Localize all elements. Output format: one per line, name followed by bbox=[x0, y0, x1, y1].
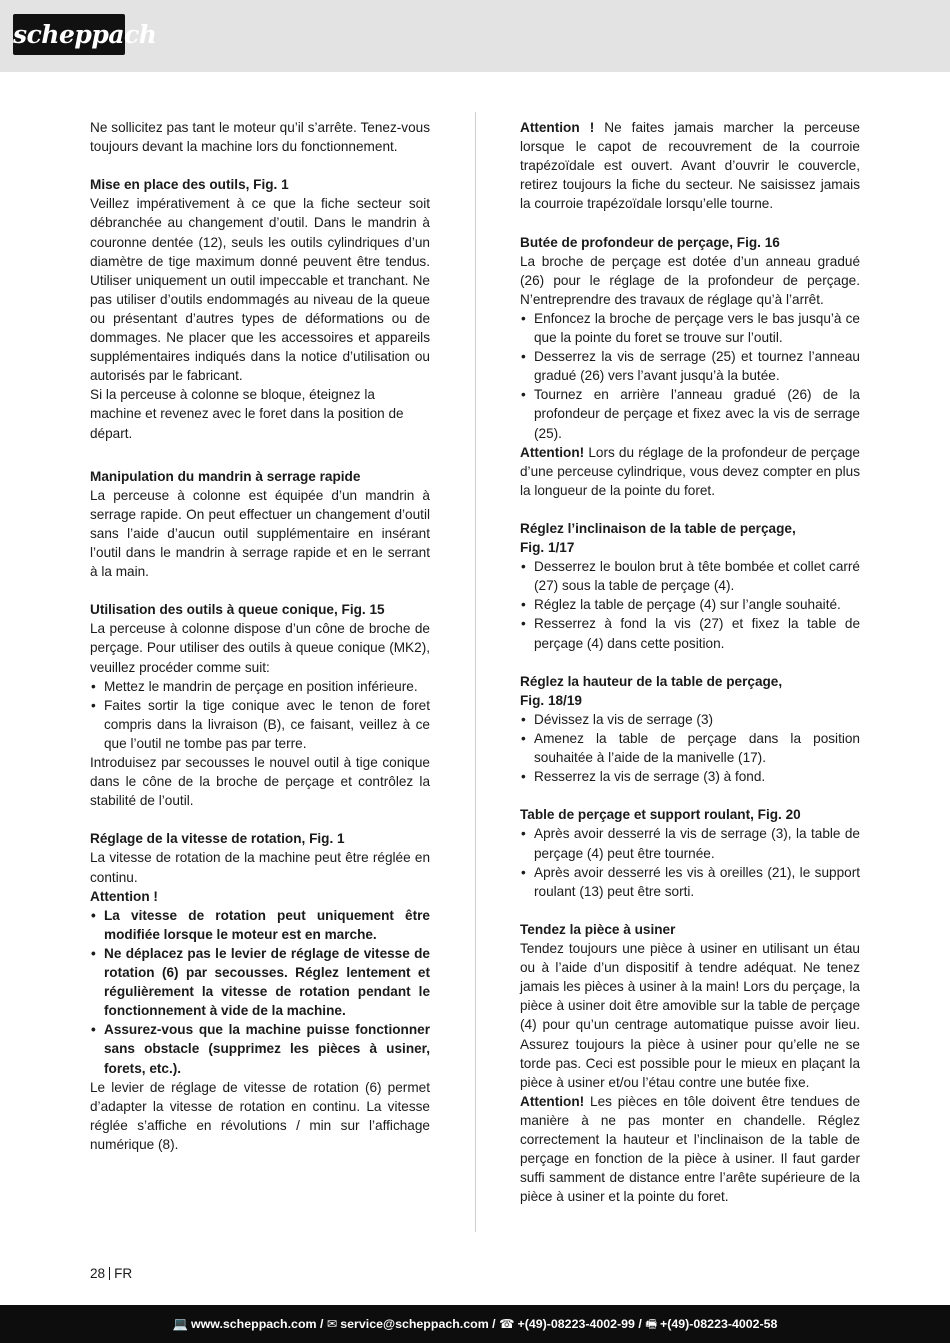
footer-website-link[interactable]: www.scheppach.com / bbox=[190, 1317, 324, 1331]
list-item: • Ne déplacez pas le levier de réglage de vitesse de rotation (6) par secousses. Réglez lentement et régulièrement la vitesse de rotation pendant le fonctionnement à vide de la machine. bbox=[90, 944, 430, 1020]
paragraph: La perceuse à colonne est équipée d’un mandrin à serrage rapide. On peut effectuer un changement d’outil sans l’aide d’aucun outil supplémentaire en insérant l’outil dans le mandrin à serrage rapide et en le serrant à la main. bbox=[90, 487, 430, 580]
attention-paragraph bbox=[520, 1092, 860, 1207]
left-column bbox=[90, 118, 430, 1154]
paragraph: La broche de perçage est dotée d’un anneau gradué (26) pour le réglage de la profondeur de perçage. N’entreprendre des travaux de réglage qu’à l’arrêt. bbox=[520, 253, 860, 307]
paragraph: Si la perceuse à colonne se bloque, éteignez la machine et revenez avec le foret dans la position de départ. bbox=[90, 387, 404, 441]
list-item: • Après avoir desserré les vis à oreilles (21), le support roulant (13) peut être sorti. bbox=[520, 863, 860, 901]
paragraph-text: Les pièces en tôle doivent être tendues de manière à ne pas monter en chandelle. Réglez correctement la hauteur et l’inclinaison de la table de perçage en fonction de la pièce à usiner. Il faut garder suffi samment de distance entre l’arête supérieure de la pièce à usiner et la pointe du foret. bbox=[520, 1093, 860, 1205]
section-heading: Manipulation du mandrin à serrage rapide bbox=[90, 468, 361, 484]
phone-icon: ☎ bbox=[499, 1317, 515, 1331]
bullet-list bbox=[90, 906, 430, 1078]
list-item: • Réglez la table de perçage (4) sur l’angle souhaité. bbox=[520, 595, 860, 614]
list-item: • Faites sortir la tige conique avec le tenon de foret compris dans la livraison (B), ce faisant, veillez à ce que l’outil ne tombe pas par terre. bbox=[90, 696, 430, 753]
section-heading-figure: Fig. 18/19 bbox=[520, 692, 582, 708]
mail-icon: ✉ bbox=[326, 1317, 338, 1331]
attention-label: Attention ! bbox=[520, 120, 595, 135]
paragraph: Veillez impérativement à ce que la fiche secteur soit débranchée au changement d’outil. Dans le mandrin à couronne dentée (12), seuls les outils cylindriques d’un diamètre de tige maximum donné peuvent être tendus. Utiliser uniquement un outil impeccable et tranchant. Ne pas utiliser d’outils endommagés au niveau de la queue ou présentant d’autres types de déformations ou de dommages. Ne placer que les accessoires et appareils supplémentaires indiqués dans la notice d’utilisation ou autorisés par le fabricant. bbox=[90, 196, 430, 384]
section-heading: Réglez la hauteur de la table de perçage, bbox=[520, 673, 783, 689]
scheppach-logo: scheppach bbox=[13, 14, 125, 55]
paragraph: La vitesse de rotation de la machine peut être réglée en continu. bbox=[90, 850, 430, 885]
list-item: • Après avoir desserré la vis de serrage (3), la table de perçage (4) peut être tournée. bbox=[520, 824, 860, 862]
list-item: • Resserrez la vis de serrage (3) à fond. bbox=[520, 767, 860, 786]
bullet-list bbox=[520, 824, 860, 900]
list-item: • Mettez le mandrin de perçage en position inférieure. bbox=[90, 677, 430, 696]
page-number-separator bbox=[109, 1267, 110, 1280]
page-number bbox=[90, 1266, 132, 1281]
paragraph: Le levier de réglage de vitesse de rotation (6) permet d’adapter la vitesse de rotation en continu. La vitesse réglée s’affiche en révolutions / min sur l’affichage numérique (8). bbox=[90, 1079, 430, 1152]
page-language: FR bbox=[114, 1266, 133, 1281]
bullet-list bbox=[520, 710, 860, 786]
paragraph: Tendez toujours une pièce à usiner en utilisant un étau ou à l’aide d’un dispositif à tendre adéquat. Ne tenez jamais les pièces à usiner à la main! Lors du perçage, la pièce à usiner doit être amovible sur la table de perçage (4) pour qu’un centrage automatique puisse avoir lieu. Assurez toujours la pièce à usiner pour qu’elle ne se torde pas. Ceci est possible pour le mieux en plaçant la pièce à usiner et/ou l’étau contre une butée fixe. bbox=[520, 941, 860, 1090]
list-item: • Desserrez le boulon brut à tête bombée et collet carré (27) sous la table de perçage (4). bbox=[520, 557, 860, 595]
right-column bbox=[520, 118, 860, 1206]
list-item: • Desserrez la vis de serrage (25) et tournez l’anneau gradué (26) vers l’avant jusqu’à la butée. bbox=[520, 347, 860, 385]
section-heading: Réglage de la vitesse de rotation, Fig. 1 bbox=[90, 831, 345, 847]
list-item: • Amenez la table de perçage dans la position souhaitée à l’aide de la manivelle (17). bbox=[520, 729, 860, 767]
attention-label: Attention! bbox=[520, 1093, 585, 1109]
section-heading-figure: Fig. 1/17 bbox=[520, 540, 575, 556]
paragraph: La perceuse à colonne dispose d’un cône de broche de perçage. Pour utiliser des outils à queue conique (MK2), veuillez procéder comme suit: bbox=[90, 621, 430, 675]
attention-paragraph bbox=[520, 443, 860, 500]
footer-email-link[interactable]: service@scheppach.com / bbox=[340, 1317, 496, 1331]
computer-icon: 💻 bbox=[172, 1317, 188, 1331]
list-item: • Resserrez à fond la vis (27) et fixez la table de perçage (4) dans cette position. bbox=[520, 614, 860, 652]
section-heading: Table de perçage et support roulant, Fig. 20 bbox=[520, 807, 801, 823]
list-item: • Dévissez la vis de serrage (3) bbox=[520, 710, 860, 729]
section-heading: Tendez la pièce à usiner bbox=[520, 921, 676, 937]
paragraph-text: Lors du réglage de la profondeur de perçage d’une perceuse cylindrique, vous devez compter en plus la longueur de la pointe du foret. bbox=[520, 444, 860, 498]
section-heading: Utilisation des outils à queue conique, Fig. 15 bbox=[90, 602, 385, 618]
list-item: • Tournez en arrière l’anneau gradué (26) de la profondeur de perçage et fixez avec la vis de serrage (25). bbox=[520, 385, 860, 442]
intro-paragraph bbox=[520, 118, 860, 213]
bullet-list bbox=[520, 309, 860, 443]
paragraph: Introduisez par secousses le nouvel outil à tige conique dans le cône de la broche de perçage et contrôlez la stabilité de l’outil. bbox=[90, 755, 430, 809]
bullet-list bbox=[90, 677, 430, 753]
header-band bbox=[0, 0, 950, 72]
intro-paragraph: Ne sollicitez pas tant le moteur qu’il s’arrête. Tenez-vous toujours devant la machine lors du fonctionnement. bbox=[90, 120, 430, 155]
footer-fax: +(49)-08223-4002-58 bbox=[660, 1317, 778, 1331]
bullet-list bbox=[520, 557, 860, 652]
column-divider bbox=[475, 112, 476, 1232]
footer-contact bbox=[0, 1315, 950, 1336]
section-heading: Réglez l’inclinaison de la table de perçage, bbox=[520, 520, 796, 536]
fax-icon: 🖷 bbox=[645, 1317, 657, 1331]
attention-label: Attention! bbox=[520, 444, 585, 460]
paragraph-text: Ne faites jamais marcher la perceuse lorsque le capot de recouvrement de la courroie trapézoïdale est ouvert. Avant d’ouvrir le couvercle, retirez toujours la fiche du secteur. Ne saisissez jamais la courroie trapézoïdale lorsqu’elle tourne. bbox=[520, 120, 860, 212]
list-item: • Enfoncez la broche de perçage vers le bas jusqu’à ce que la pointe du foret se trouve sur l’outil. bbox=[520, 309, 860, 347]
footer-phone: +(49)-08223-4002-99 / bbox=[517, 1317, 642, 1331]
footer-band bbox=[0, 1305, 950, 1343]
section-heading: Butée de profondeur de perçage, Fig. 16 bbox=[520, 234, 780, 250]
page-number-value: 28 bbox=[90, 1266, 106, 1281]
attention-label: Attention ! bbox=[90, 888, 158, 904]
list-item: • La vitesse de rotation peut uniquement être modifiée lorsque le moteur est en marche. bbox=[90, 906, 430, 944]
section-heading: Mise en place des outils, Fig. 1 bbox=[90, 177, 289, 193]
list-item: • Assurez-vous que la machine puisse fonctionner sans obstacle (supprimez les pièces à usiner, forets, etc.). bbox=[90, 1020, 430, 1077]
